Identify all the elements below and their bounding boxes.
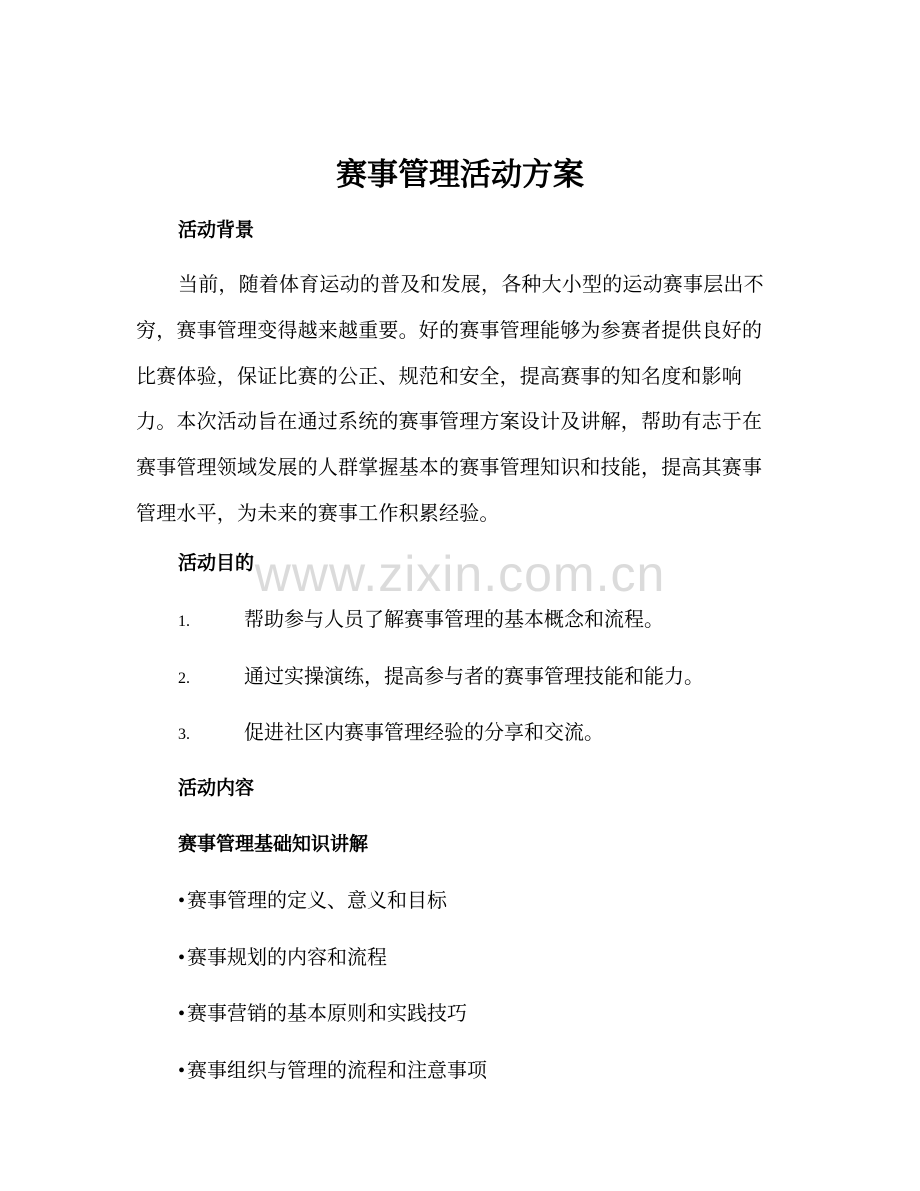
goal-item — [178, 661, 778, 694]
section-heading-goals: 活动目的 — [178, 552, 255, 574]
content-item-text: 赛事营销的基本原则和实践技巧 — [187, 1001, 468, 1025]
content-list-item — [178, 1055, 487, 1086]
section-heading-background: 活动背景 — [178, 219, 255, 241]
bullet-icon: • — [178, 1060, 186, 1082]
content-item-text: 赛事规划的内容和流程 — [187, 945, 388, 969]
goal-number: 2. — [178, 670, 190, 687]
goal-item — [178, 717, 778, 750]
goal-text: 帮助参与人员了解赛事管理的基本概念和流程。 — [244, 607, 664, 631]
content-subheading: 赛事管理基础知识讲解 — [178, 833, 369, 855]
watermark-text: www.zixin.com.cn — [254, 546, 666, 602]
bullet-icon: • — [178, 890, 186, 912]
content-list-item — [178, 942, 387, 973]
content-list-item — [178, 885, 447, 916]
goal-text: 通过实操演练，提高参与者的赛事管理技能和能力。 — [244, 664, 704, 688]
bullet-icon: • — [178, 947, 186, 969]
bullet-icon: • — [178, 1003, 186, 1025]
content-item-text: 赛事组织与管理的流程和注意事项 — [187, 1058, 488, 1082]
goal-item — [178, 604, 778, 637]
section-heading-content: 活动内容 — [178, 777, 255, 799]
goal-number: 1. — [178, 613, 190, 630]
content-list-item — [178, 998, 467, 1029]
document-title: 赛事管理活动方案 — [336, 157, 584, 193]
goal-text: 促进社区内赛事管理经验的分享和交流。 — [244, 720, 604, 744]
content-item-text: 赛事管理的定义、意义和目标 — [187, 888, 448, 912]
background-paragraph: 当前，随着体育运动的普及和发展，各种大小型的运动赛事层出不穷，赛事管理变得越来越重要。好的赛事管理能够为参赛者提供良好的比赛体验，保证比赛的公正、规范和安全，提高赛事的知名度和影响力。本次活动旨在通过系统的赛事管理方案设计及讲解，帮助有志于在赛事管理领域发展的人群掌握基本的赛事管理知识和技能，提高其赛事管理水平，为未来的赛事工作积累经验。 — [136, 272, 764, 525]
goal-number: 3. — [178, 726, 190, 743]
